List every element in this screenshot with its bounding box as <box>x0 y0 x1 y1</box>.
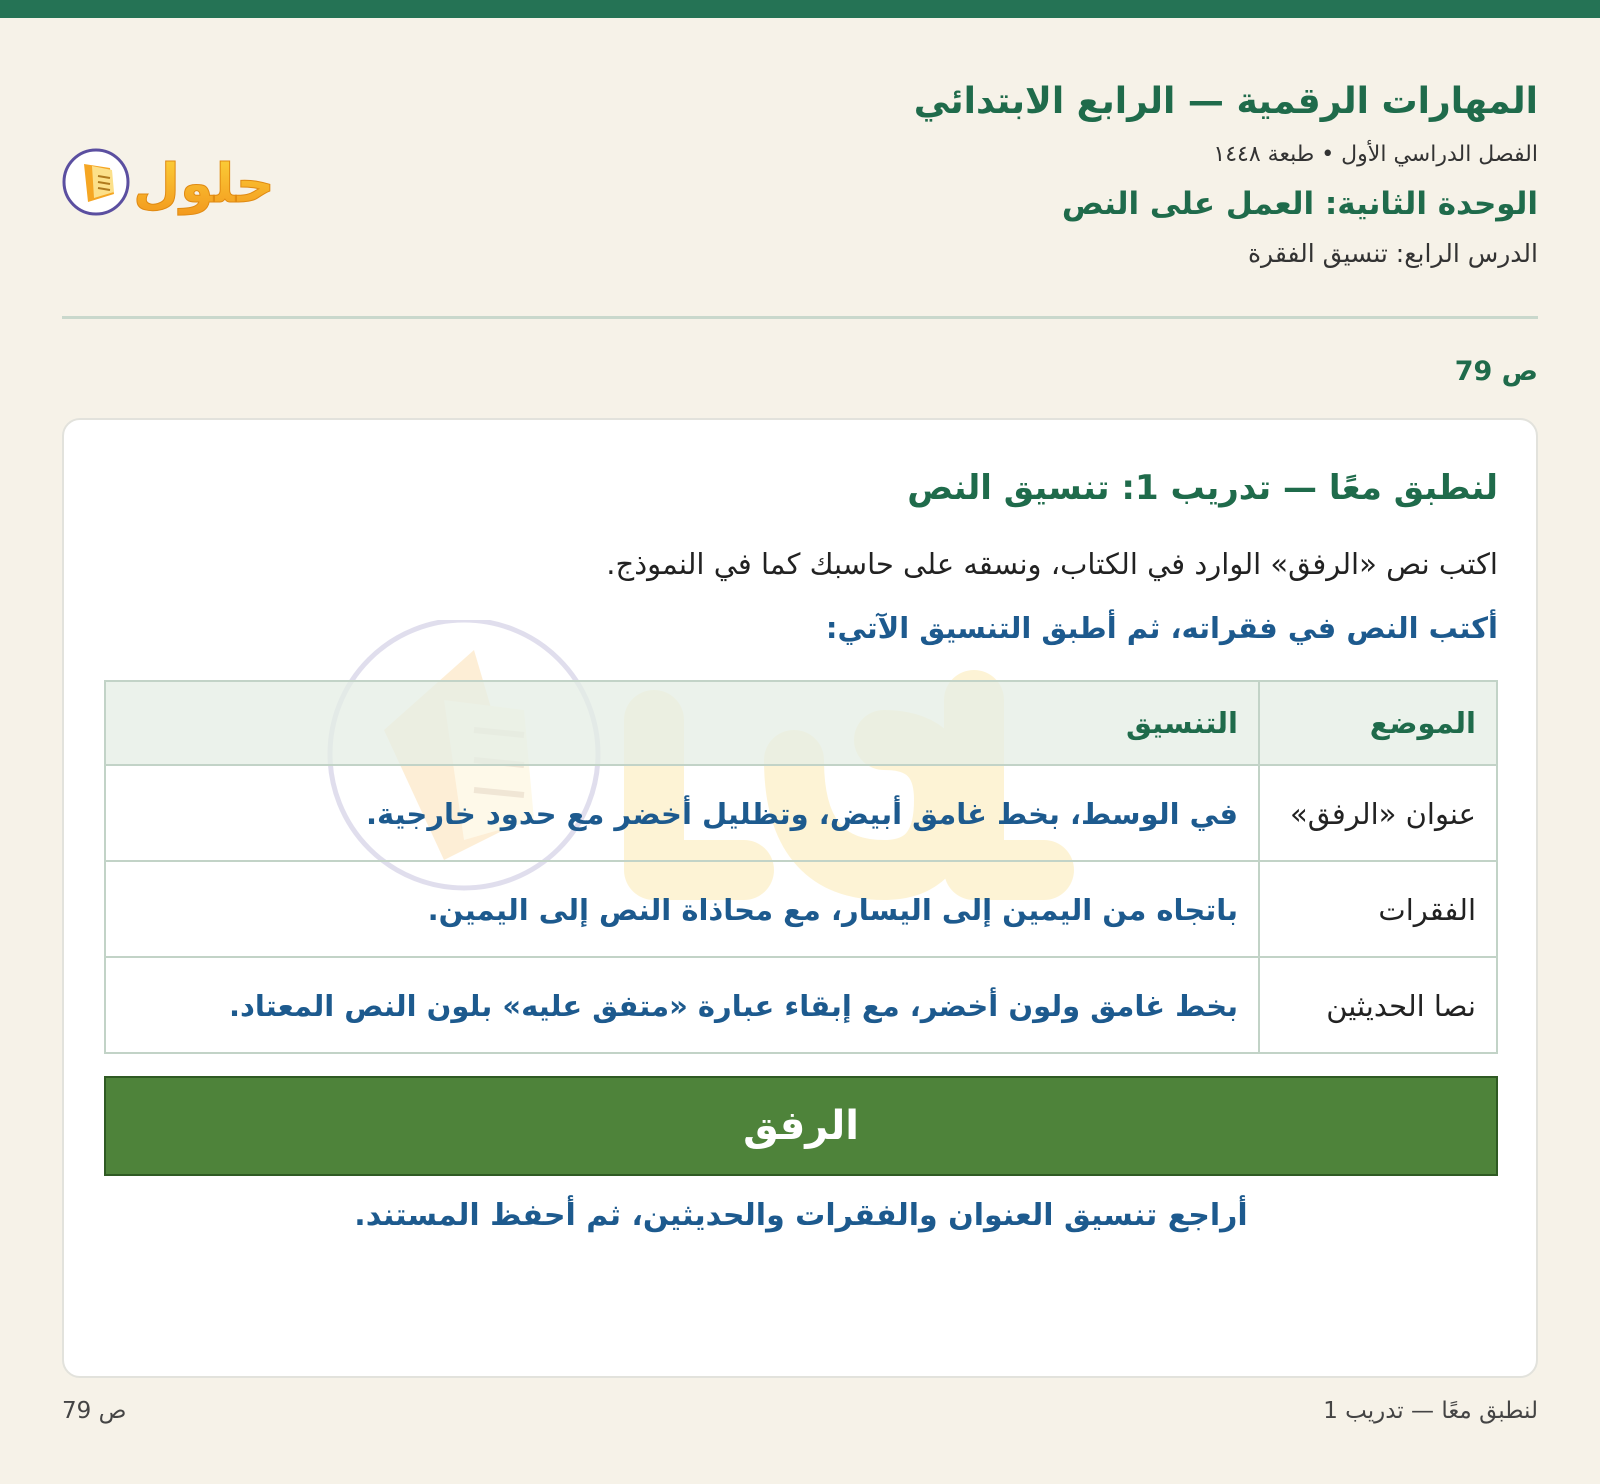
exercise-instruction: اكتب نص «الرفق» الوارد في الكتاب، ونسقه على حاسبك كما في النموذج. <box>606 547 1498 581</box>
book-title: المهارات الرقمية — الرابع الابتدائي <box>913 81 1538 122</box>
unit-title: الوحدة الثانية: العمل على النص <box>1061 186 1538 222</box>
closing-instruction: أراجع تنسيق العنوان والفقرات والحديثين، ثم أحفظ المستند. <box>354 1198 1248 1233</box>
formatting-table <box>104 680 1498 1054</box>
row-format: باتجاه من اليمين إلى اليسار، مع محاذاة النص إلى اليمين. <box>105 861 1259 957</box>
edition-line: الفصل الدراسي الأول • طبعة ١٤٤٨ <box>1213 142 1538 167</box>
lesson-title: الدرس الرابع: تنسيق الفقرة <box>1247 239 1538 268</box>
exercise-sub-instruction: أكتب النص في فقراته، ثم أطبق التنسيق الآتي: <box>825 611 1498 645</box>
header-format: التنسيق <box>105 681 1259 765</box>
logo-text: حلول <box>133 152 275 215</box>
exercise-title: لنطبق معًا — تدريب 1: تنسيق النص <box>907 468 1498 508</box>
exercise-card <box>62 418 1538 1378</box>
card-content <box>104 420 1498 1266</box>
table-row <box>105 861 1497 957</box>
sample-title-banner: الرفق <box>104 1076 1498 1176</box>
header-position: الموضع <box>1259 681 1497 765</box>
footer-page-number: ص 79 <box>62 1398 127 1424</box>
row-format: في الوسط، بخط غامق أبيض، وتظليل أخضر مع حدود خارجية. <box>105 765 1259 861</box>
header-divider <box>62 316 1538 319</box>
table-row <box>105 957 1497 1053</box>
row-position: الفقرات <box>1259 861 1497 957</box>
row-position: نصا الحديثين <box>1259 957 1497 1053</box>
page-header <box>62 70 1538 320</box>
table-header-row <box>105 681 1497 765</box>
row-position: عنوان «الرفق» <box>1259 765 1497 861</box>
header-text-block <box>914 70 1538 272</box>
row-format: بخط غامق ولون أخضر، مع إبقاء عبارة «متفق عليه» بلون النص المعتاد. <box>105 957 1259 1053</box>
hulul-logo-icon <box>62 132 282 224</box>
footer-section-label: لنطبق معًا — تدريب 1 <box>1323 1398 1538 1424</box>
top-accent-bar <box>0 0 1600 18</box>
page-number: ص 79 <box>1454 356 1538 387</box>
table-row <box>105 765 1497 861</box>
